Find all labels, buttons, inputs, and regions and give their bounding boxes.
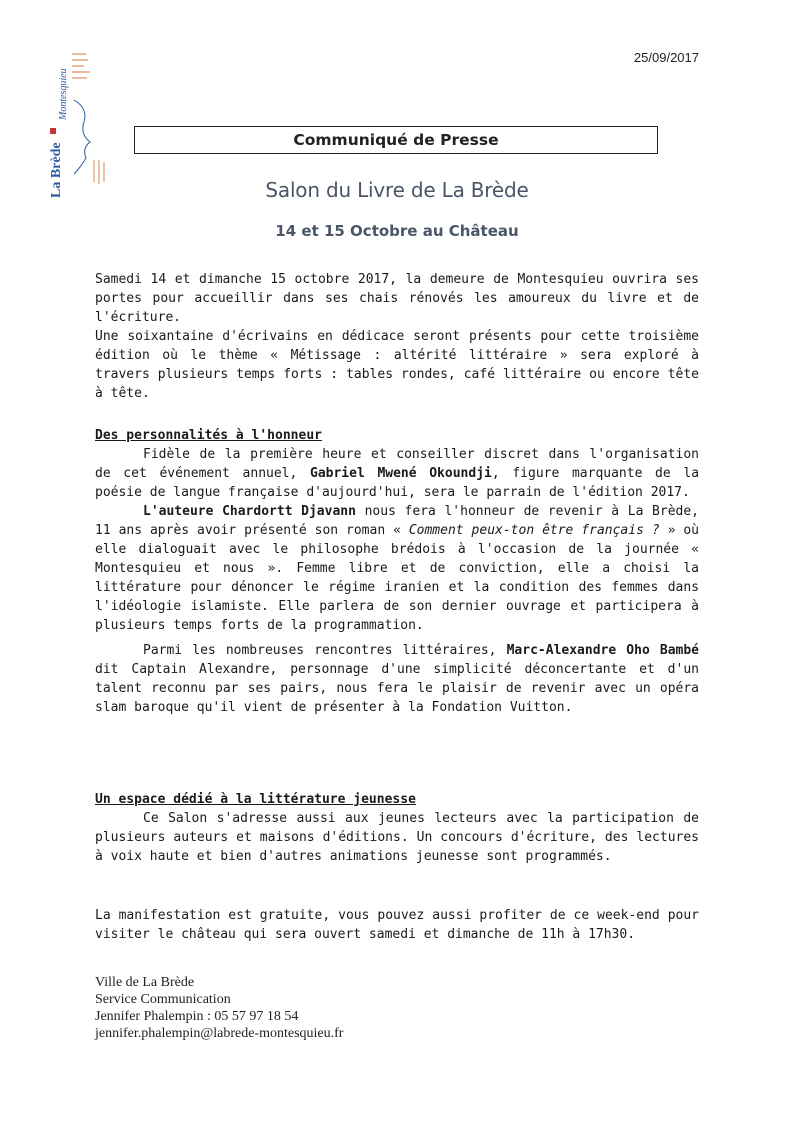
- closing-paragraph: La manifestation est gratuite, vous pouvez aussi profiter de ce week-end pour visiter le château qui sera ouvert samedi et dimanche de 11h à 17h30.: [95, 908, 699, 942]
- author-name: Gabriel Mwené Okoundji: [310, 466, 492, 481]
- section-personalities: [95, 426, 699, 717]
- intro-block: [95, 270, 699, 403]
- logo-text: La Brède: [49, 142, 64, 198]
- paragraph-text: nous fera l'honneur de revenir à La Brède, 11 ans après avoir présenté son roman «: [95, 504, 699, 538]
- contact-email[interactable]: jennifer.phalempin@labrede-montesquieu.fr: [95, 1026, 344, 1041]
- page-title: Salon du Livre de La Brède: [265, 178, 529, 202]
- contact-service: Service Communication: [95, 992, 231, 1007]
- paragraph-djavann: [95, 502, 699, 635]
- closing-block: [95, 906, 699, 944]
- logo-script: Montesquieu: [58, 68, 69, 120]
- book-title: Comment peux-ton être français ?: [408, 523, 660, 538]
- contact-block: [95, 974, 343, 1042]
- intro-paragraph-2: Une soixantaine d'écrivains en dédicace seront présents pour cette troisième édition où le thème « Métissage : altérité littéraire » sera exploré à travers plusieurs temps forts : tables rondes, café littéraire ou encore tête à tête.: [95, 329, 699, 401]
- contact-organization: Ville de La Brède: [95, 975, 195, 990]
- section-youth: [95, 790, 699, 866]
- paragraph-text: Parmi les nombreuses rencontres littéraires,: [143, 643, 507, 658]
- paragraph-text: » où elle dialoguait avec le philosophe brédois à l'occasion de la journée « Montesquieu et nous ». Femme libre et de conviction, elle a choisi la littérature pour dénoncer le régime iranien et la condition des femmes dans l'idéologie islamiste. Elle parlera de son dernier ouvrage et participera à plusieurs temps forts de la programmation.: [95, 523, 699, 633]
- section-heading-youth: Un espace dédié à la littérature jeunesse: [95, 792, 416, 807]
- paragraph-oho-bambe: [95, 641, 699, 717]
- paragraph-parrain: [95, 445, 699, 502]
- contact-person-phone: Jennifer Phalempin : 05 57 97 18 54: [95, 1009, 299, 1024]
- document-date: 25/09/2017: [633, 50, 699, 65]
- section-heading-personalities: Des personnalités à l'honneur: [95, 428, 322, 443]
- paragraph-text: Fidèle de la première heure et conseiller discret dans l'organisation de cet événement annuel,: [95, 447, 699, 481]
- intro-paragraph-1: Samedi 14 et dimanche 15 octobre 2017, la demeure de Montesquieu ouvrira ses portes pour accueillir dans ses chais rénovés les amoureux du livre et de l'écriture.: [95, 272, 699, 325]
- page-subtitle: 14 et 15 Octobre au Château: [275, 222, 519, 240]
- paragraph-text: , figure marquante de la poésie de langue française d'aujourd'hui, sera le parrain de l'édition 2017.: [95, 466, 700, 500]
- paragraph-text: dit Captain Alexandre, personnage d'une simplicité déconcertante et d'un talent reconnu par ses pairs, nous fera le plaisir de revenir avec un opéra slam baroque qu'il vient de présenter à la Fondation Vuitton.: [95, 662, 699, 715]
- press-release-label: Communiqué de Presse: [134, 126, 658, 154]
- author-name: Marc-Alexandre Oho Bambé: [506, 643, 700, 658]
- paragraph-youth: Ce Salon s'adresse aussi aux jeunes lecteurs avec la participation de plusieurs auteurs et maisons d'éditions. Un concours d'écriture, des lectures à voix haute et bien d'autres animations jeunesse sont programmés.: [95, 811, 699, 864]
- author-name: L'auteure Chardortt Djavann: [143, 504, 356, 519]
